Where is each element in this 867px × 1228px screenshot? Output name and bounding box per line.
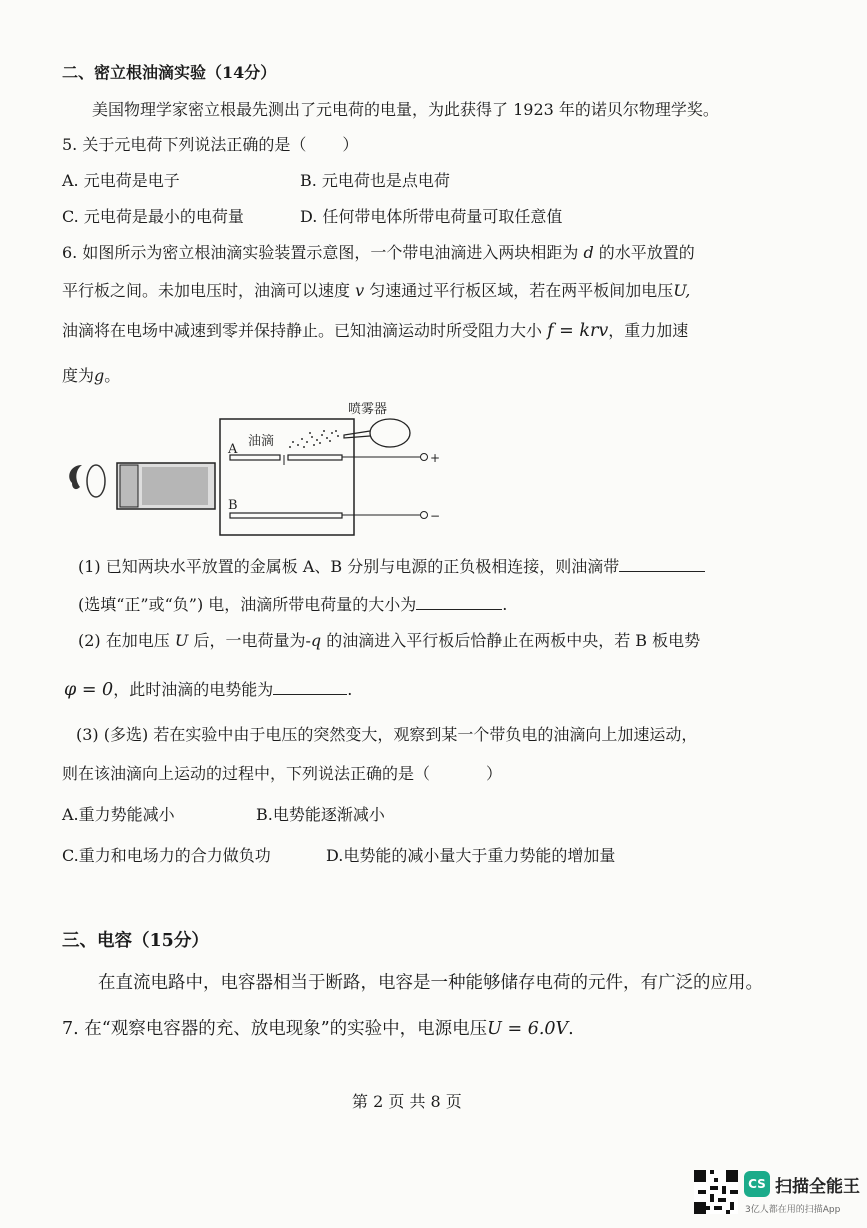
q6-var-u: U,: [673, 281, 691, 300]
q5-option-d: D. 任何带电体所带电荷量可取任意值: [300, 207, 563, 226]
q6-sub1-end: .: [502, 595, 508, 614]
terminal-negative: [421, 512, 428, 519]
q6-sub1-b: (选填“正”或“负”) 电，油滴所带电荷量的大小为: [78, 595, 417, 614]
q6-sub2-b: 后，一电荷量为-: [193, 631, 311, 650]
q6-line3-b: ，重力加速: [608, 321, 689, 340]
q7-stem-a: 7. 在“观察电容器的充、放电现象”的实验中，电源电压: [62, 1019, 488, 1039]
q6-sub3-b: 则在该油滴向上运动的过程中，下列说法正确的是（: [62, 764, 431, 783]
q6-sub2-line1: [78, 630, 700, 652]
q6-sub2-u: U: [174, 631, 189, 650]
q5-option-a: A. 元电荷是电子: [62, 171, 180, 190]
label-oil-drop: 油滴: [248, 434, 275, 449]
q6-line2-a: 平行板之间。未加电压时，油滴可以速度: [62, 281, 351, 300]
section3-title: 三、电容（15分）: [62, 931, 209, 951]
answer-blank[interactable]: [416, 593, 502, 610]
camscanner-tagline: 3亿人都在用的扫描App: [745, 1205, 841, 1215]
q6-sub2-end: .: [347, 680, 353, 699]
terminal-positive: [421, 454, 428, 461]
millikan-apparatus-figure: [62, 395, 462, 545]
camscanner-logo: CS: [744, 1171, 770, 1197]
q5-stem-text: 5. 关于元电荷下列说法正确的是（: [62, 135, 307, 154]
q6-sub2-line2: [64, 678, 352, 701]
label-plus: +: [430, 451, 441, 465]
q6-sub2-c: 的油滴进入平行板后恰静止在两板中央，若 B 板电势: [326, 631, 701, 650]
q6-sub1-line2: [78, 593, 507, 616]
q6-line1: [62, 242, 695, 264]
plate-a-left: [230, 455, 280, 460]
q6-sub3-line1: (3) (多选) 若在实验中由于电压的突然变大，观察到某一个带负电的油滴向上加速运动，: [76, 725, 698, 744]
q6-sub2-a: (2) 在加电压: [78, 631, 170, 650]
q6-sub2-phi: φ = 0: [64, 680, 114, 700]
q6-line4-text: 度为: [62, 366, 95, 385]
q6-sub3-option-d: D.电势能的减小量大于重力势能的增加量: [326, 846, 616, 865]
q6-line1-b: 的水平放置的: [598, 243, 695, 262]
microscope-texture: [142, 467, 208, 505]
q6-sub1-line1: [78, 555, 705, 578]
q6-line4-end: 。: [104, 366, 121, 385]
section3-intro: 在直流电路中，电容器相当于断路，电容是一种能够储存电荷的元件，有广泛的应用。: [98, 973, 763, 993]
q5-option-b: B. 元电荷也是点电荷: [300, 171, 450, 190]
label-plate-b: B: [228, 498, 238, 513]
answer-blank[interactable]: [619, 555, 705, 572]
eyepiece-lens: [87, 465, 105, 497]
q6-sub1-a: (1) 已知两块水平放置的金属板 A、B 分别与电源的正负极相连接，则油滴带: [78, 557, 620, 576]
q5-option-c: C. 元电荷是最小的电荷量: [62, 207, 244, 226]
q5-stem: [62, 134, 358, 156]
q7-stem-end: .: [568, 1019, 574, 1039]
qr-code-icon: [694, 1170, 738, 1214]
label-sprayer: 喷雾器: [348, 402, 388, 417]
camscanner-name: 扫描全能王: [775, 1177, 860, 1197]
droplet-spray: [289, 430, 339, 448]
q6-var-v: v: [355, 281, 365, 300]
q6-line2: [62, 280, 690, 302]
q6-line3: [62, 320, 688, 342]
page-number: 第 2 页 共 8 页: [352, 1092, 462, 1111]
answer-blank[interactable]: [273, 678, 347, 695]
q6-sub3-option-b: B.电势能逐渐减小: [256, 805, 385, 824]
q6-line1-a: 6. 如图所示为密立根油滴实验装置示意图，一个带电油滴进入两块相距为: [62, 243, 579, 262]
q6-line4: [62, 365, 120, 387]
q6-var-g: g: [94, 366, 105, 385]
microscope-ring: [120, 465, 138, 507]
q6-line2-b: 匀速通过平行板区域，若在两平板间加电压: [369, 281, 674, 300]
q6-formula-f: f = krv: [547, 321, 609, 341]
q6-sub3-line2: [62, 763, 502, 785]
label-minus: −: [430, 509, 441, 523]
q6-line3-a: 油滴将在电场中减速到零并保持静止。已知油滴运动时所受阻力大小: [62, 321, 543, 340]
q6-sub2-d: ，此时油滴的电势能为: [113, 680, 274, 699]
q6-sub2-q: q: [310, 631, 322, 650]
plate-a-right: [288, 455, 342, 460]
q7-formula: U = 6.0V: [487, 1019, 569, 1039]
sprayer-nozzle: [344, 431, 370, 438]
q6-sub3-option-c: C.重力和电场力的合力做负功: [62, 846, 271, 865]
label-plate-a: A: [228, 442, 238, 457]
q6-var-d: d: [583, 243, 594, 262]
section2-title: 二、密立根油滴实验（14分）: [62, 63, 277, 82]
plate-b: [230, 513, 342, 518]
eye-icon: [69, 465, 82, 489]
q6-sub3-end: ）: [486, 764, 503, 783]
sprayer-bulb: [370, 419, 410, 447]
q5-stem-close: ）: [342, 135, 359, 154]
q6-sub3-option-a: A.重力势能减小: [62, 805, 175, 824]
q7-stem: [62, 1018, 574, 1040]
section2-intro: 美国物理学家密立根最先测出了元电荷的电量，为此获得了 1923 年的诺贝尔物理学奖。: [92, 100, 719, 119]
